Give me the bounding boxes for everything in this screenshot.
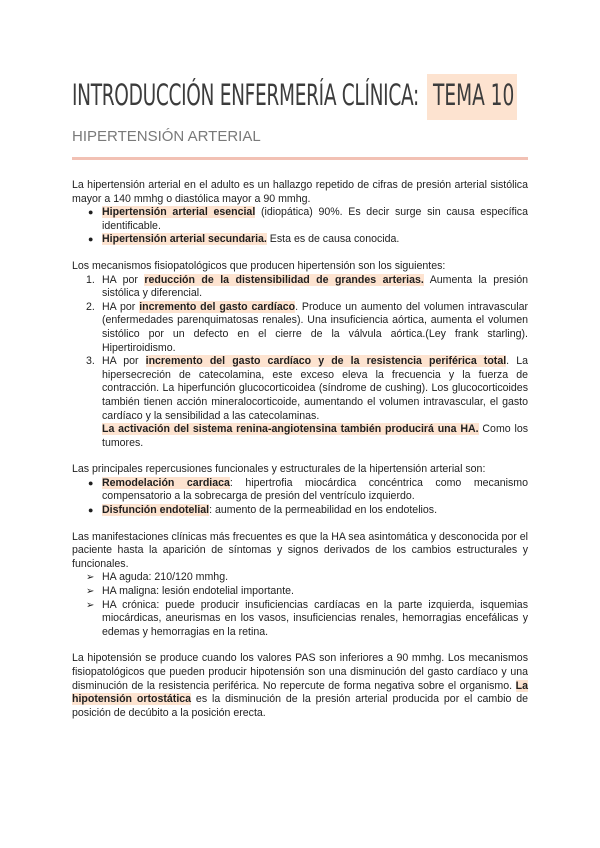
list-item-text: HA crónica: puede producir insuficiencias cardíacas en la parte izquierda, isquemias miocárdicas, aneurismas en los vasos, insuficiencias renales, hemorragias encefálicas y edemas y hemorragias en la retina. (102, 598, 528, 638)
document-body (72, 179, 528, 720)
list-number: 1. (86, 273, 95, 286)
list-item-bold: Hipertensión arterial esencial (102, 206, 256, 219)
list-item (72, 585, 528, 599)
list-item-bold: reducción de la distensibilidad de grandes arterias. (144, 273, 424, 286)
arrow-bullet-icon: ➢ (86, 572, 95, 584)
list-item (72, 206, 528, 233)
list-item-text: . Produce un aumento del volumen intravascular (enfermedades parenquimatosas renales). Una insuficiencia aórtica, aumenta el volumen sistólico por un defecto en el cierre de la válvula aórtica.(Ley frank starling). Hipertiroidismo. (102, 300, 528, 354)
list-item-text: Aumenta la presión sistólica y diferencial. (102, 273, 528, 300)
list-item (72, 599, 528, 640)
arrow-bullet-icon: ➢ (86, 599, 95, 611)
title-row (72, 74, 515, 116)
list-item-prefix: HA por (102, 300, 140, 313)
title-divider (72, 157, 528, 160)
list-item-text: : hipertrofia miocárdica concéntrica como mecanismo compensatorio a la sobrecarga de presión del ventrículo izquierdo. (102, 476, 528, 503)
title-highlight-badge (427, 74, 517, 120)
list-item (72, 477, 528, 504)
bullet-icon: ● (88, 207, 94, 218)
title-highlight-text: TEMA 10 (433, 78, 515, 112)
list-item-bold: incremento del gasto cardíaco y de la resistencia periférica total (145, 355, 507, 368)
bullet-icon: ● (88, 505, 94, 516)
list-item-bold: incremento del gasto cardíaco (139, 300, 296, 313)
list-item-text: HA maligna: lesión endotelial importante. (102, 585, 294, 598)
list-item (72, 301, 528, 355)
repercussions-intro: Las principales repercusiones funcionales y estructurales de la hipertensión arterial son: (72, 463, 486, 476)
list-item-text: : aumento de la permeabilidad en los endotelios. (209, 504, 438, 517)
list-item-prefix: HA por (102, 273, 145, 286)
list-item-text: Esta es de causa conocida. (266, 233, 400, 246)
document-subtitle: HIPERTENSIÓN ARTERIAL (72, 128, 261, 145)
list-item-bold: Hipertensión arterial secundaria. (102, 233, 267, 246)
list-item (72, 504, 528, 518)
mechanisms-extra (72, 423, 528, 450)
mechanisms-extra-text: Como los tumores. (102, 423, 529, 449)
list-item (72, 233, 528, 247)
list-item (72, 355, 528, 423)
list-item-text: (idiopática) 90%. Es decir surge sin causa específica identificable. (102, 206, 528, 232)
list-item (72, 571, 528, 585)
bullet-icon: ● (88, 234, 94, 245)
arrow-bullet-icon: ➢ (86, 586, 95, 598)
bullet-icon: ● (88, 477, 94, 488)
list-number: 3. (86, 355, 95, 368)
hypotension-rest: es la disminución de la presión arterial producida por el cambio de posición de decúbito a la posición erecta. (72, 693, 528, 719)
mechanisms-extra-bold: La activación del sistema renina-angiotensina también producirá una HA. (102, 423, 479, 436)
hypotension-bold: La hipotensión ortostática (72, 679, 528, 706)
list-number: 2. (86, 300, 95, 313)
list-item-text: HA aguda: 210/120 mmhg. (102, 571, 229, 584)
mechanisms-intro: Los mecanismos fisiopatológicos que producen hipertensión son los siguientes: (72, 259, 446, 272)
list-item-text: . La hipersecreción de catecolamina, este exceso eleva la frecuencia y la fuerza de contracción. La hiperfunción glucocorticoidea (síndrome de cushing). Los glucocorticoides también tienen acción mineralocorticoide, aumentando el volumen intravascular, el gasto cardíaco y la sensibilidad a las catecolaminas. (102, 355, 528, 422)
manifestations-intro: Las manifestaciones clínicas más frecuentes es que la HA sea asintomática y desconocida por el paciente hasta la aparición de síntomas y signos derivados de los cambios estructurales y funcionales. (72, 530, 528, 570)
intro-paragraph: La hipertensión arterial en el adulto es un hallazgo repetido de cifras de presión arterial sistólica mayor a 140 mmhg o diastólica mayor a 90 mmhg. (72, 179, 528, 205)
hypotension-text: La hipotensión se produce cuando los valores PAS son inferiores a 90 mmhg. Los mecanismos fisiopatológicos que pueden producir hipotensión son una disminución del gasto cardíaco y una disminución de la resistencia periférica. No repercute de forma negativa sobre el organismo. (72, 652, 528, 692)
hypotension-paragraph (72, 652, 528, 720)
list-item (72, 274, 528, 301)
list-item-bold: Remodelación cardiaca (102, 476, 230, 489)
list-item-prefix: HA por (102, 355, 146, 368)
list-item-bold: Disfunción endotelial (102, 504, 210, 517)
document-title: INTRODUCCIÓN ENFERMERÍA CLÍNICA: (72, 78, 419, 112)
